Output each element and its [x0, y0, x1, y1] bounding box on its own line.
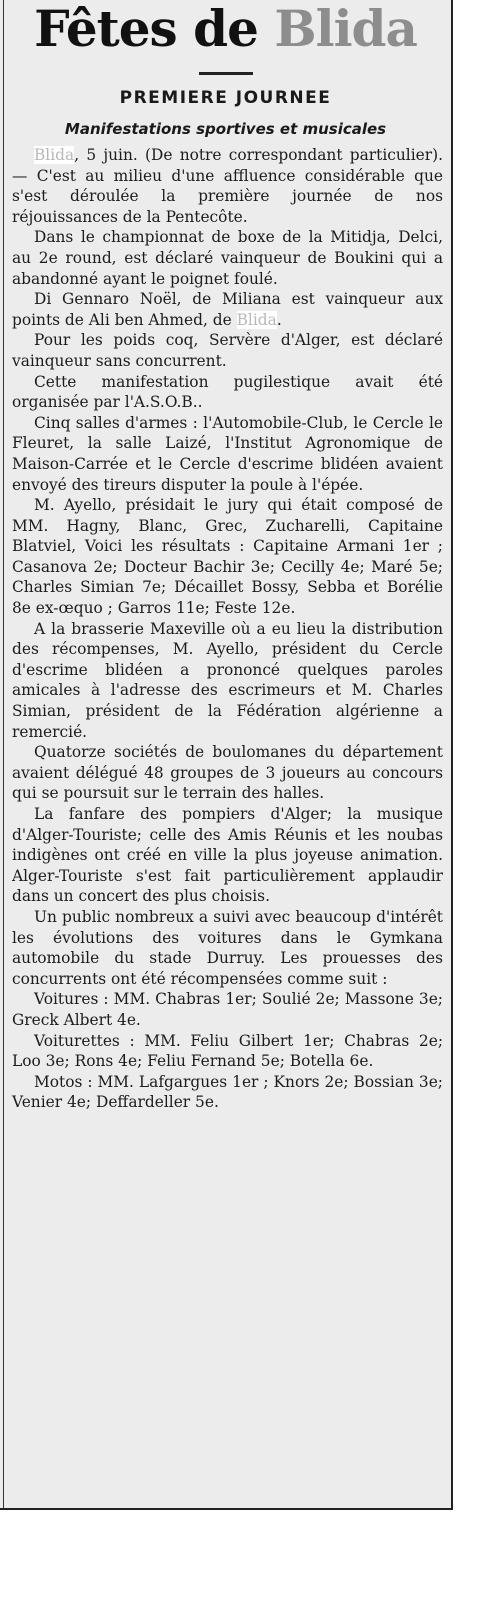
paragraph-fencing-results: M. Ayello, présidait le jury qui était composé de MM. Hagny, Blanc, Grec, Zucharelli, Capitaine Blatviel, Voici les résultats : Capitaine Armani 1er ; Casanova 2e; Docteur Bachir 3e; Cecilly 4e; Maré 5e; Charles Simian 7e; Décaillet Bossy, Sebba et Borélie 8e ex-œquo ; Garros 11e; Feste 12e.: [12, 496, 443, 618]
paragraph-small-cars: Voiturettes : MM. Feliu Gilbert 1er; Chabras 2e; Loo 3e; Rons 4e; Feliu Fernand 5e; Botella 6e.: [12, 1031, 443, 1071]
paragraph-fencing-clubs: Cinq salles d'armes : l'Automobile-Club, le Cercle le Fleuret, la salle Laizé, l'Institut Agronomique de Maison-Carrée et le Cercle d'escrime blidéen avaient envoyé des tireurs disputer la poule à l'épée.: [12, 413, 443, 494]
paragraph-cars: Voitures : MM. Chabras 1er; Soulié 2e; Massone 3e; Greck Albert 4e.: [12, 990, 443, 1029]
headline-prefix: Fêtes de: [34, 0, 258, 58]
place-name-highlight: Blida: [236, 310, 277, 329]
subheadline: Manifestations sportives et musicales: [64, 120, 387, 138]
paragraph-boxing: Dans le championnat de boxe de la Mitidja, Delci, au 2e round, est déclaré vainqueur de Boukini qui a abandonné ayant le poignet foulé.: [12, 228, 443, 288]
article-body: [0, 145, 451, 1113]
paragraph-music: La fanfare des pompiers d'Alger; la musique d'Alger-Touriste; celle des Amis Réunis et les noubas indigènes ont créé en ville la plus joyeuse animation. Alger-Touriste s'est fait particulièrement applaudir dans un concert des plus choisis.: [12, 805, 443, 906]
headline-rule: [199, 72, 253, 75]
headline-place: Blida: [274, 0, 417, 58]
paragraph-dateline: Blida, 5 juin. (De notre correspondant particulier). — C'est au milieu d'une affluence considérable que s'est déroulée la première journée de nos réjouissances de la Pentecôte.: [12, 146, 443, 226]
paragraph-boules: Quatorze sociétés de boulomanes du département avaient délégué 48 groupes de 3 joueurs au concours qui se poursuit sur le terrain des halles.: [12, 743, 443, 803]
paragraph-bantamweight: Pour les poids coq, Servère d'Alger, est déclaré vainqueur sans concurrent.: [12, 331, 443, 370]
paragraph-awards: A la brasserie Maxeville où a eu lieu la distribution des récompenses, M. Ayello, président du Cercle d'escrime blidéen a prononcé quelques paroles amicales à l'adresse des escrimeurs et M. Charles Simian, président de la Fédération algérienne a remercié.: [12, 619, 443, 741]
paragraph-motorcycles: Motos : MM. Lafgargues 1er ; Knors 2e; Bossian 3e; Venier 4e; Deffardeller 5e.: [12, 1072, 443, 1112]
paragraph-boxing-points: Di Gennaro Noël, de Miliana est vainqueur aux points de Ali ben Ahmed, de Blida.: [12, 290, 443, 329]
paragraph-gymkhana: Un public nombreux a suivi avec beaucoup d'intérêt les évolutions des voitures dans le Gymkana automobile du stade Durruy. Les prouesses des concurrents ont été récompensées comme suit :: [12, 907, 443, 988]
headline: [0, 0, 451, 56]
kicker: PREMIERE JOURNEE: [119, 88, 332, 108]
paragraph-organizer: Cette manifestation pugilestique avait été organisée par l'A.S.O.B..: [12, 372, 443, 412]
place-name-highlight: Blida: [34, 146, 75, 164]
